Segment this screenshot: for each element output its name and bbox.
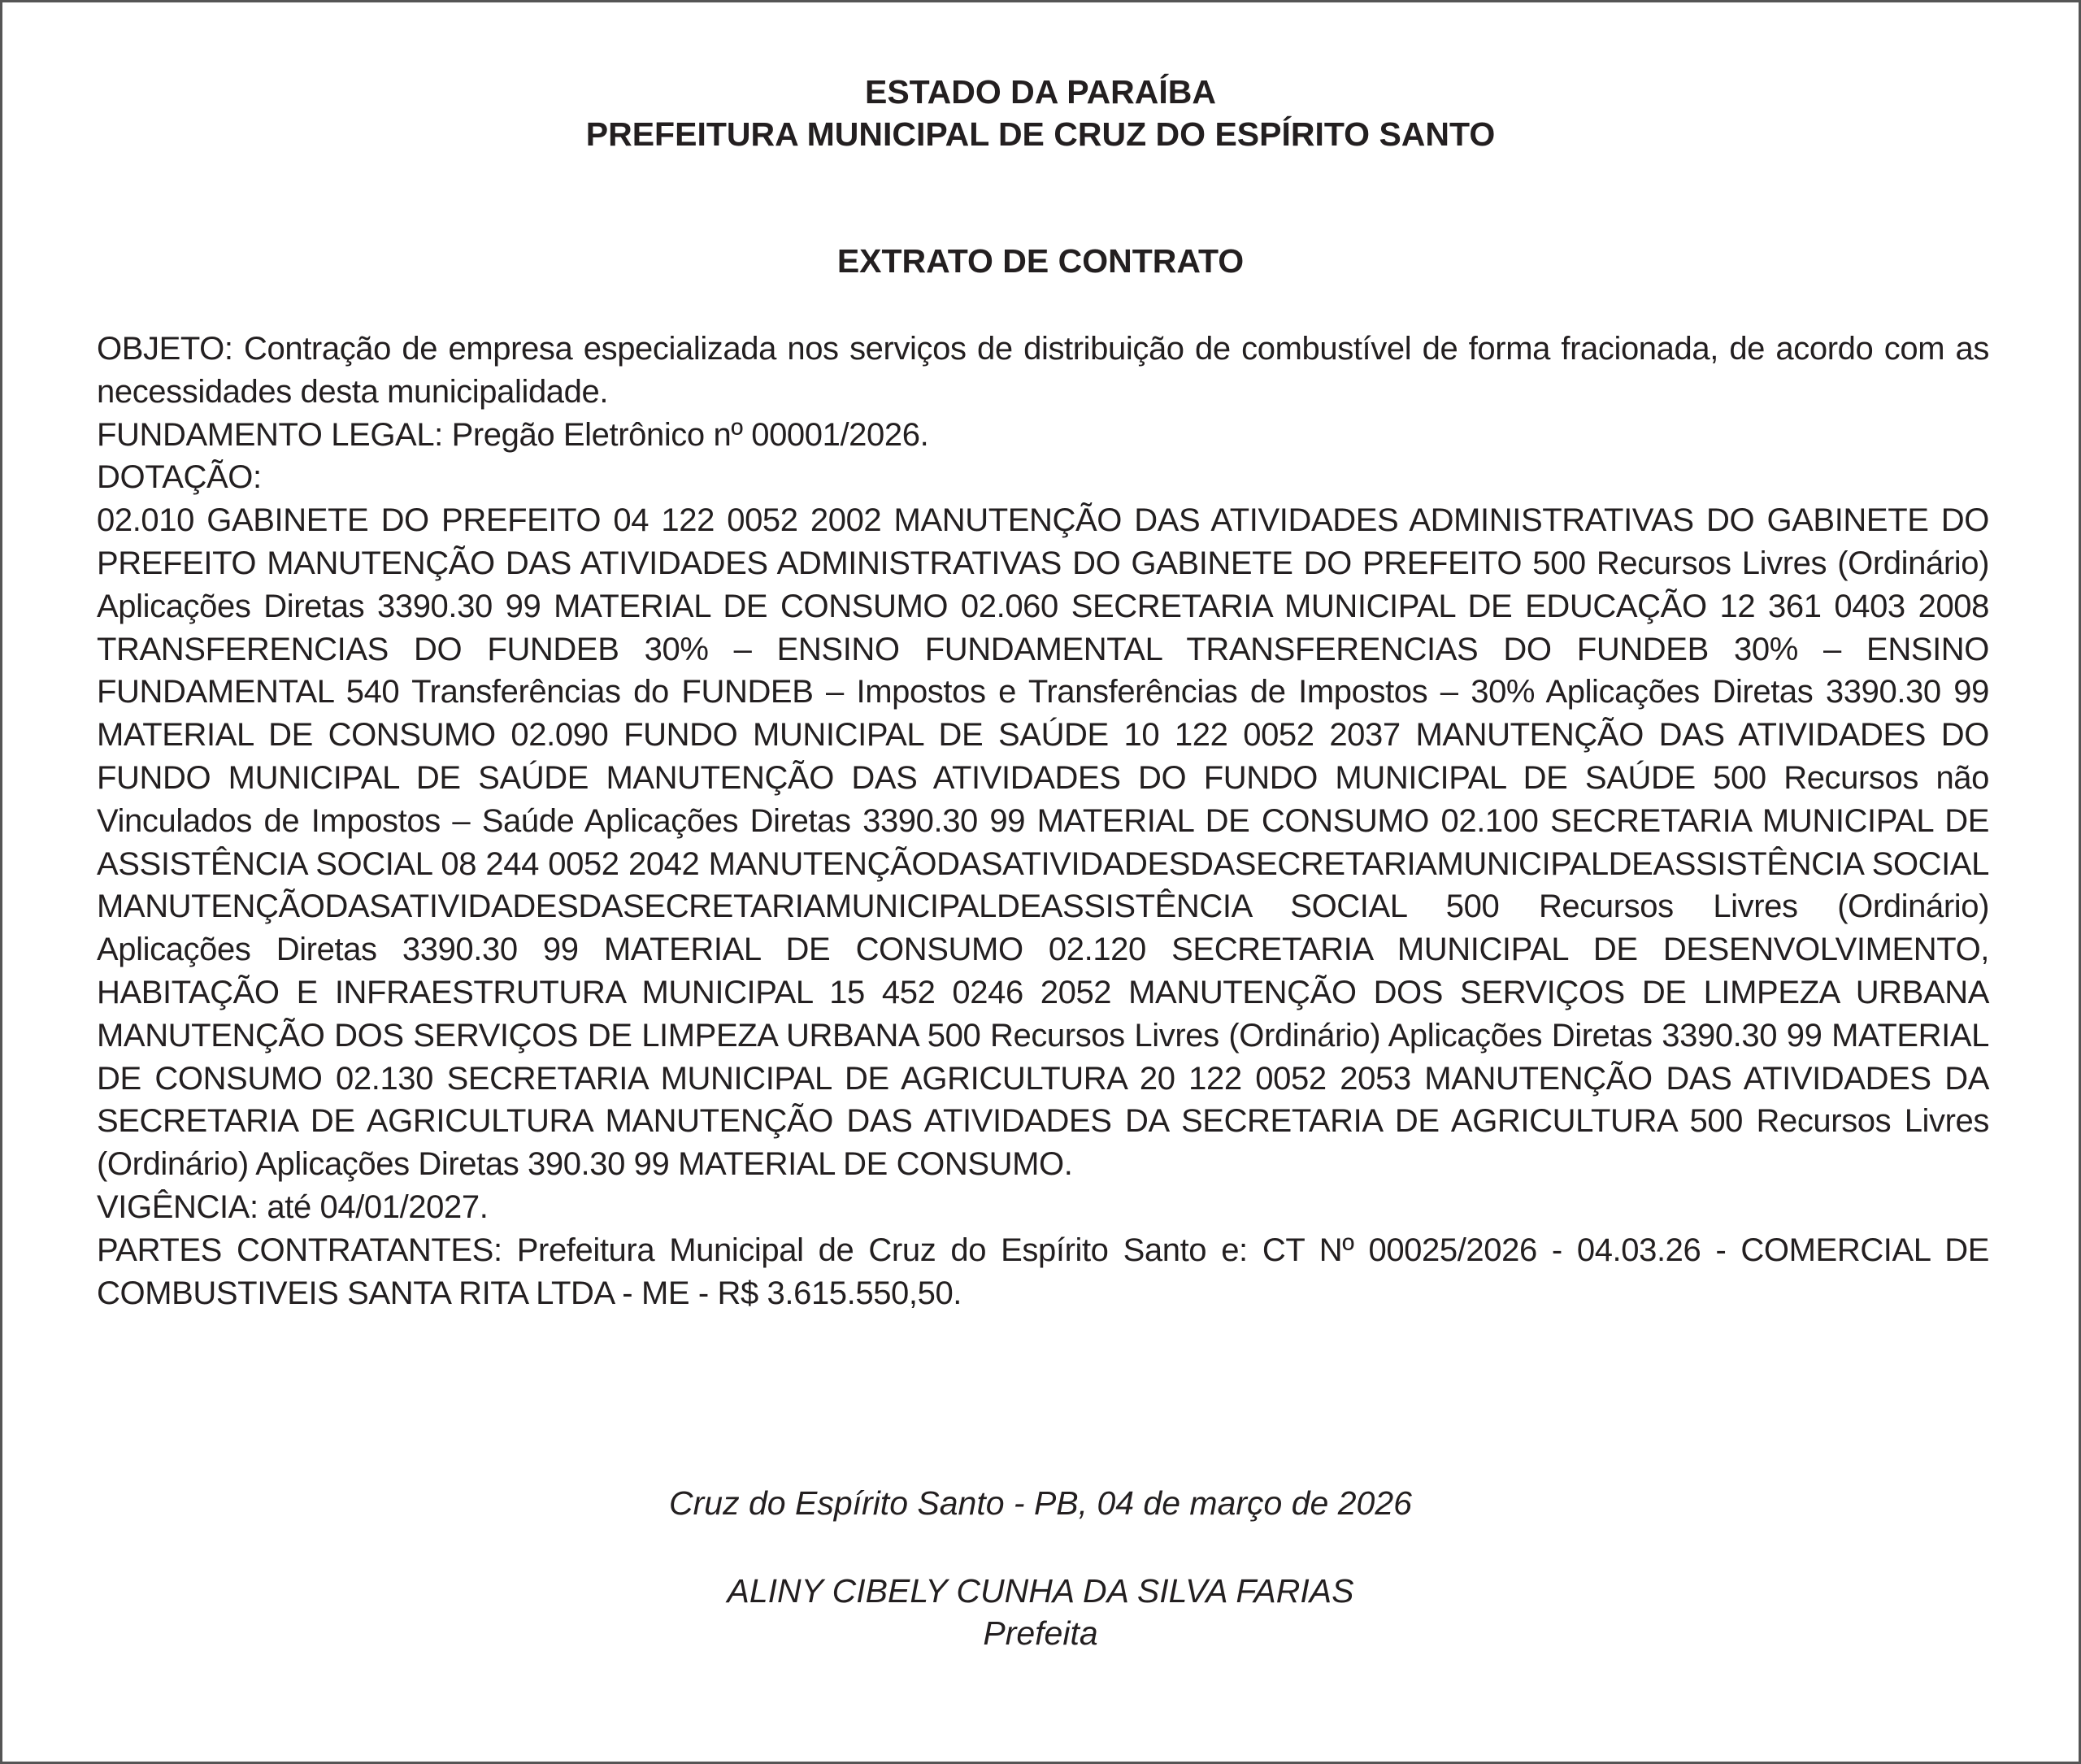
state-name: ESTADO DA PARAÍBA bbox=[864, 73, 1217, 111]
municipality-name: PREFEITURA MUNICIPAL DE CRUZ DO ESPÍRITO SANTO bbox=[585, 115, 1496, 153]
signature-block bbox=[2, 1570, 2079, 1654]
signer-role: Prefeita bbox=[983, 1614, 1098, 1652]
dotacao-paragraph: 02.010 GABINETE DO PREFEITO 04 122 0052 2002 MANUTENÇÃO DAS ATIVIDADES ADMINISTRATIVAS DO GABINETE DO PREFEITO MANUTENÇÃO DAS ATIVIDADES ADMINISTRATIVAS DO GABINETE DO PREFEITO 500 Recursos Livres (Ordinário) Aplicações Diretas 3390.30 99 MATERIAL DE CONSUMO 02.060 SECRETARIA MUNICIPAL DE EDUCAÇÃO 12 361 0403 2008 TRANSFERENCIAS DO FUNDEB 30% – ENSINO FUNDAMENTAL TRANSFERENCIAS DO FUNDEB 30% – ENSINO FUNDAMENTAL 540 Transferências do FUNDEB – Impostos e Transferências de Impostos – 30% Aplicações Diretas 3390.30 99 MATERIAL DE CONSUMO 02.090 FUNDO MUNICIPAL DE SAÚDE 10 122 0052 2037 MANUTENÇÃO DAS ATIVIDADES DO FUNDO MUNICIPAL DE SAÚDE MANUTENÇÃO DAS ATIVIDADES DO FUNDO MUNICIPAL DE SAÚDE 500 Recursos não Vinculados de Impostos – Saúde Aplicações Diretas 3390.30 99 MATERIAL DE CONSUMO 02.100 SECRETARIA MUNICIPAL DE ASSISTÊNCIA SOCIAL 08 244 0052 2042 MANUTENÇÃODASATIVIDADESDASECRETARIAMUNICIPALDEASSISTÊNCIA SOCIAL MANUTENÇÃODASATIVIDADESDASECRETARIAMUNICIPALDEASSISTÊNCIA SOCIAL 500 Recursos Livres (Ordinário) Aplicações Diretas 3390.30 99 MATERIAL DE CONSUMO 02.120 SECRETARIA MUNICIPAL DE DESENVOLVIMENTO, HABITAÇÃO E INFRAESTRUTURA MUNICIPAL 15 452 0246 2052 MANUTENÇÃO DOS SERVIÇOS DE LIMPEZA URBANA MANUTENÇÃO DOS SERVIÇOS DE LIMPEZA URBANA 500 Recursos Livres (Ordinário) Aplicações Diretas 3390.30 99 MATERIAL DE CONSUMO 02.130 SECRETARIA MUNICIPAL DE AGRICULTURA 20 122 0052 2053 MANUTENÇÃO DAS ATIVIDADES DA SECRETARIA DE AGRICULTURA MANUTENÇÃO DAS ATIVIDADES DA SECRETARIA DE AGRICULTURA 500 Recursos Livres (Ordinário) Aplicações Diretas 390.30 99 MATERIAL DE CONSUMO. bbox=[97, 502, 1989, 1183]
dotacao-label: DOTAÇÃO: bbox=[97, 459, 262, 496]
document-title: EXTRATO DE CONTRATO bbox=[836, 242, 1245, 280]
document-body bbox=[97, 328, 1989, 1314]
vigencia-paragraph: VIGÊNCIA: até 04/01/2027. bbox=[97, 1188, 489, 1225]
objeto-paragraph: OBJETO: Contração de empresa especializada nos serviços de distribuição de combustível de forma fracionada, de acordo com as necessidades desta municipalidade. bbox=[97, 331, 1989, 410]
place-date: Cruz do Espírito Santo - PB, 04 de março de 2026 bbox=[669, 1484, 1412, 1522]
document-header bbox=[2, 71, 2079, 155]
fundamento-paragraph: FUNDAMENTO LEGAL: Pregão Eletrônico nº 00001/2026. bbox=[97, 416, 929, 453]
signer-name: ALINY CIBELY CUNHA DA SILVA FARIAS bbox=[727, 1572, 1354, 1610]
partes-paragraph: PARTES CONTRATANTES: Prefeitura Municipal de Cruz do Espírito Santo e: CT Nº 00025/2026 - 04.03.26 - COMERCIAL DE COMBUSTIVEIS SANTA RITA LTDA - ME - R$ 3.615.550,50. bbox=[97, 1232, 1989, 1311]
